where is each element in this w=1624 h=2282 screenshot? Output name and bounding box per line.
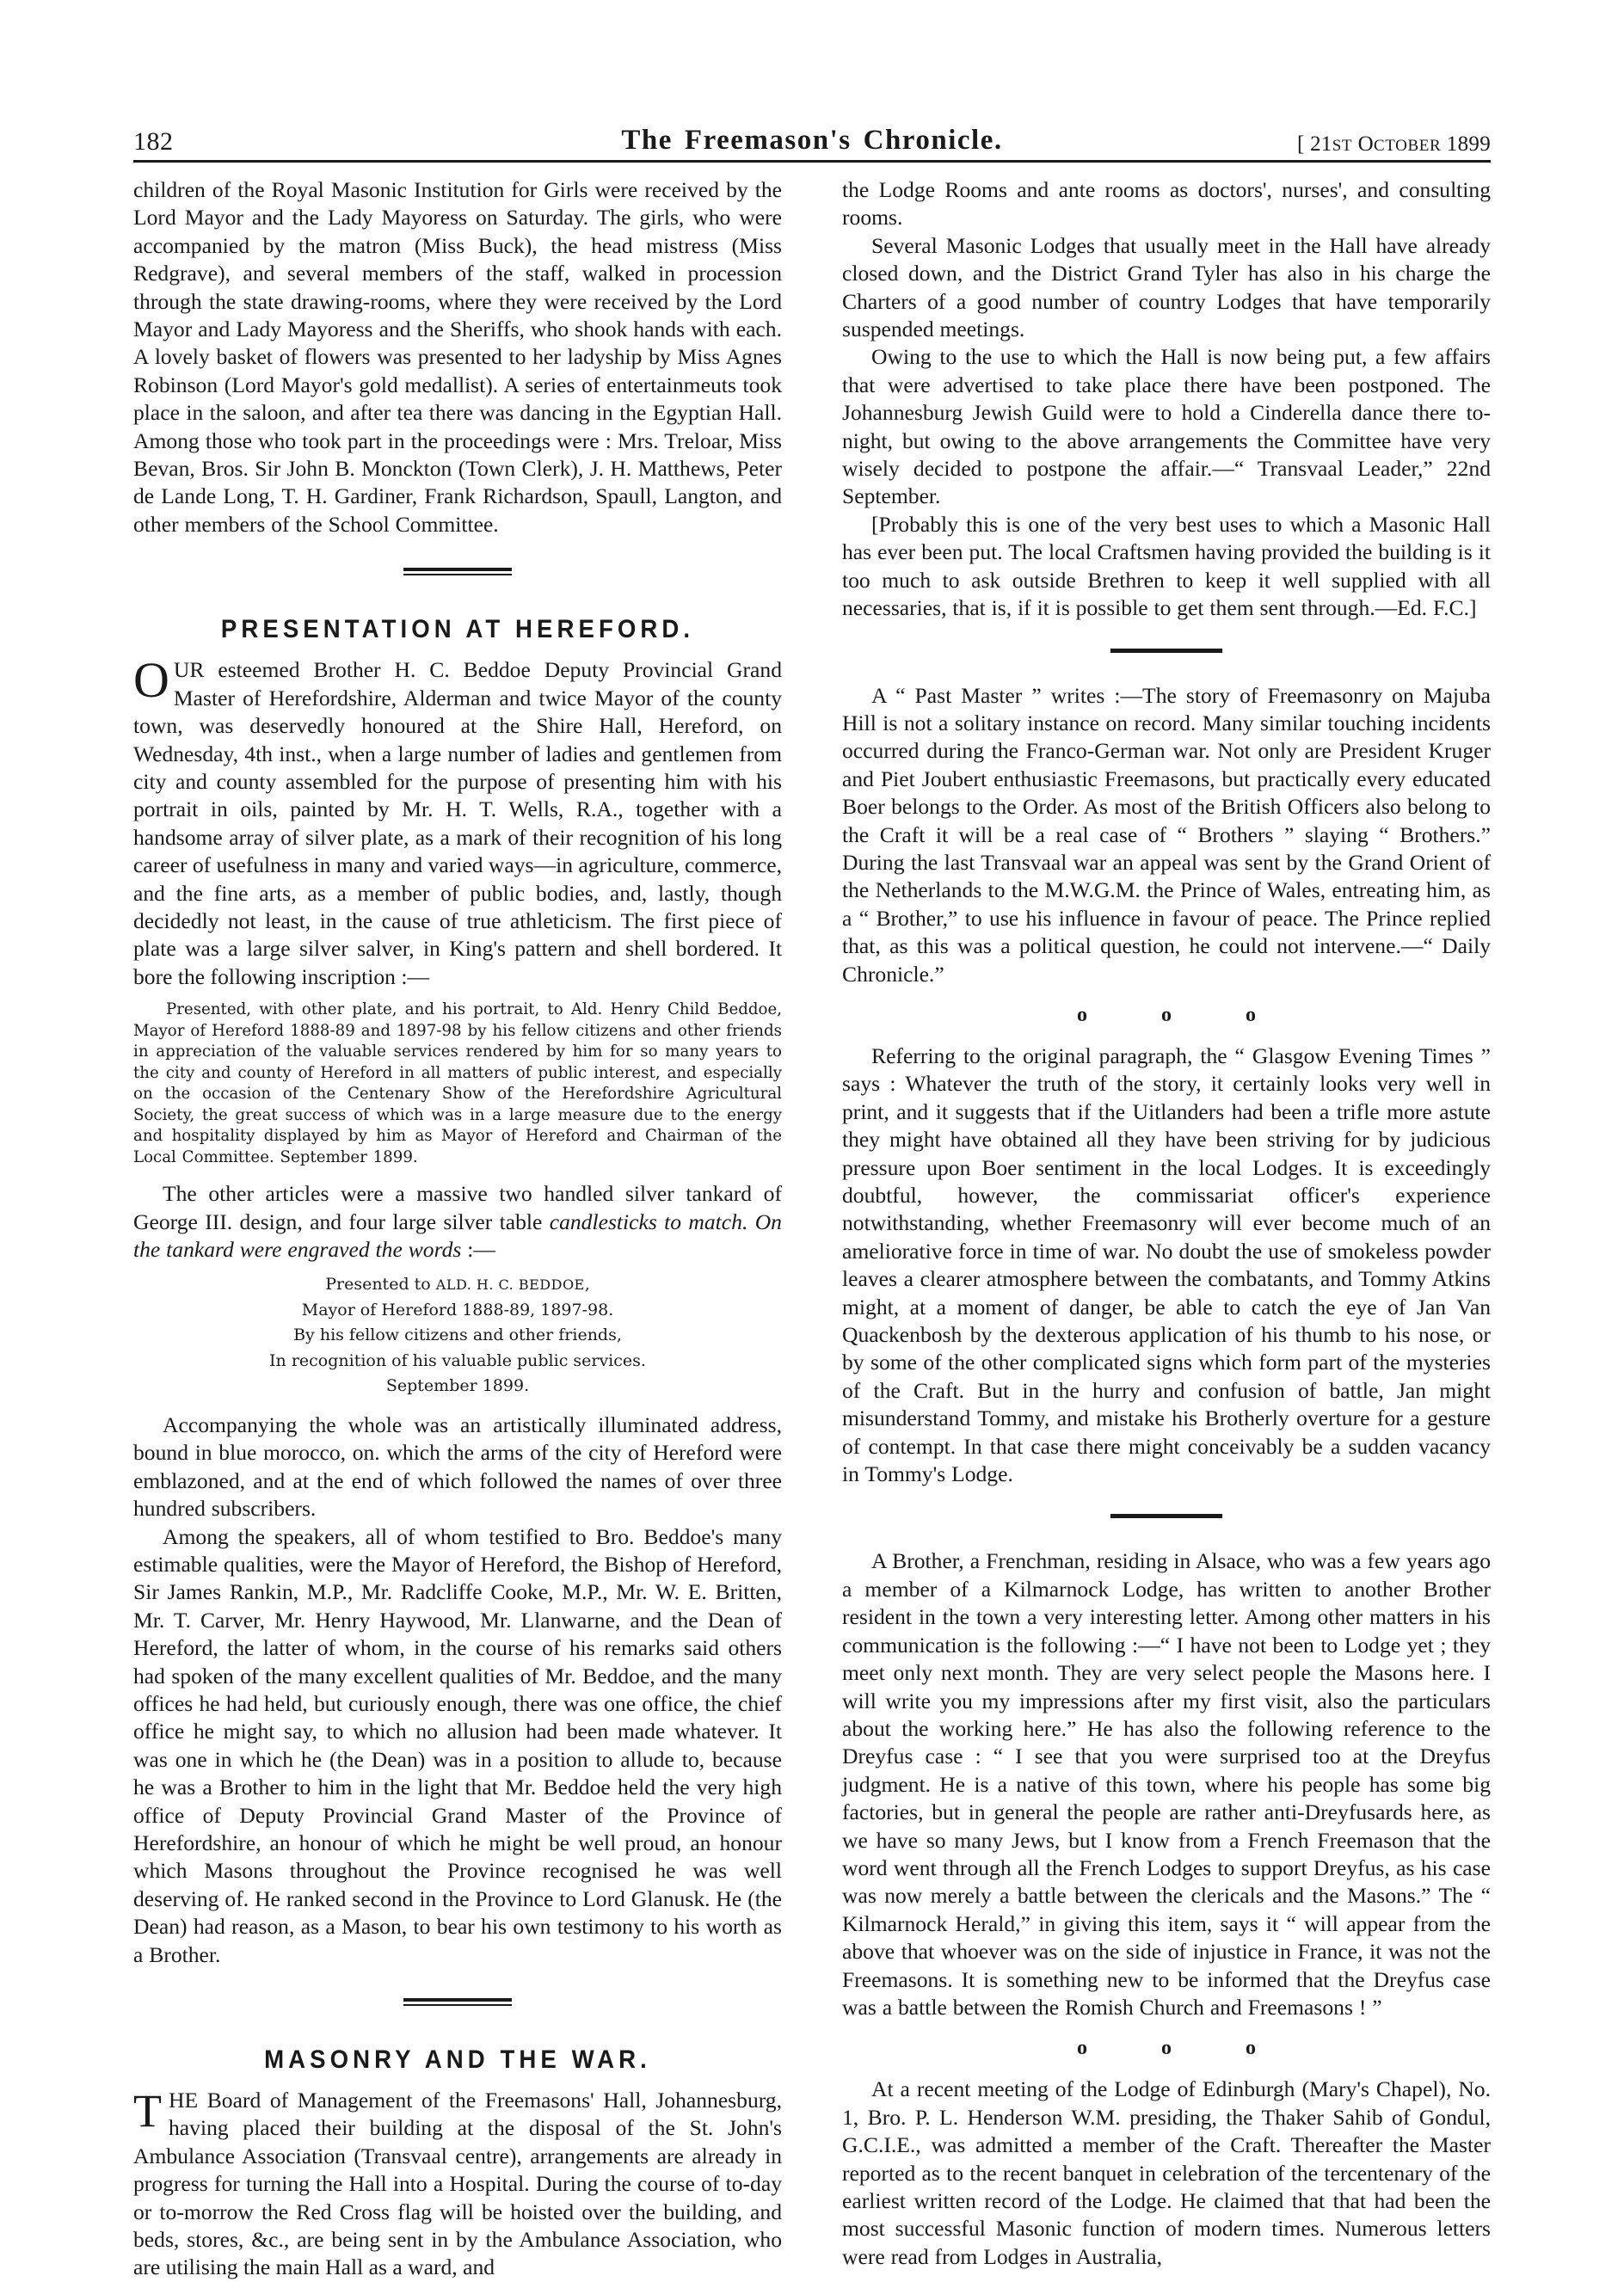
spacer [133,1969,782,1998]
tankard-text-italic: candlesticks to match. On the tankard were engraved the words [133,1209,782,1262]
spacer [842,2060,1491,2076]
spacer [133,1399,782,1412]
date-year: 1899 [1446,132,1491,156]
paragraph-several-lodges: Several Masonic Lodges that usually meet in the Hall have already closed down, and the District Grand Tyler has also in his charge the Charters of a good number of country Lodges that have temporarily suspended meetings. [842,232,1491,342]
tankard-inscription-block [133,1272,782,1399]
spacer [133,538,782,568]
paragraph-hereford-opening-text: UR esteemed Brother H. C. Beddoe Deputy Provincial Grand Master of Herefordshire, Alderman and twice Mayor of the county town, was deservedly honoured at the Shire Hall, Hereford, on Wednesday, 4th inst., when a large number of ladies and gentlemen from city and county assembled for the purpose of presenting him with his portrait in oils, painted by Mr. H. T. Wells, R.A., together with a handsome array of silver plate, as a mark of their recognition of his long career of usefulness in many and varied ways—in agriculture, commerce, and the fine arts, as a member of public bodies, and, lastly, though decidedly not least, in the cause of true athleticism. The first piece of plate was a large silver salver, in King's pattern and shell bordered. It bore the following inscription :— [133,657,783,989]
body-columns [133,176,1491,2280]
paragraph-lodge-of-edinburgh: At a recent meeting of the Lodge of Edinburgh (Mary's Chapel), No. 1, Bro. P. L. Henderson W.M. presiding, the Thaker Sahib of Gondul, G.C.I.E., was admitted a member of the Craft. Thereafter the Master reported as to the recent banquet in celebration of the tercentenary of the earliest written record of the Lodge. He claimed that that had been the most successful Masonic function of modern times. Numerous letters were read from Lodges in Australia, [842,2076,1491,2269]
drop-cap-o: O [133,652,169,709]
section-divider-rule [403,568,512,575]
spacer [133,2006,782,2045]
inscription-salver-smallprint: Presented, with other plate, and his portrait, to Ald. Henry Child Beddoe, Mayor of Hereford 1888-89 and 1897-98 by his fellow citizens and other friends in appreciation of the valuable services rendered by him for so many years to the city and county of Hereford in all matters of public interest, and especially on the occasion of the Centenary Show of the Herefordshire Agricultural Society, the great success of which was in a large measure due to the energy and hospitality displayed by him as Mayor of Hereford and Chairman of the Local Committee. September 1899. [133,1000,782,1166]
heading-presentation-at-hereford: PRESENTATION AT HEREFORD. [220,615,695,644]
drop-cap-t: T [133,2085,162,2137]
inscription-line-1-post: , [584,1275,590,1295]
inscription-line-1-smallcaps: ALD. H. C. BEDDOE [435,1276,585,1294]
tankard-text-part1: The other articles were a massive two handled silver tankard of George III. design, and four large silver table [133,1181,782,1234]
paragraph-masonry-war-opening [133,2087,782,2282]
right-column [842,176,1491,2269]
issue-date [1297,132,1491,157]
page-masthead [133,110,1491,157]
paragraph-hereford-opening [133,652,783,991]
spacer [842,1518,1491,1547]
paragraph-alsace-brother: A Brother, a Frenchman, residing in Alsace, who was a few years ago a member of a Kilmarnock Lodge, has written to another Brother resident in the town a very interesting letter. Among other matters in his communication is the following :—“ I have not been to Lodge yet ; they meet only next month. They are very select people the Masons here. I will write you my impressions after my first visit, also the particulars about the working here.” He has also the following reference to the Dreyfus case : “ I see that you were surprised too at the Dreyfus judgment. He is a native of this town, where his people has some big factories, but in general the people are rather anti-Dreyfusards here, as we have so many Jews, but I know from a French Freemason that the word went through all the French Lodges to support Dreyfus, as his case was now merely a battle between the clericals and the Masons.” The “ Kilmarnock Herald,” in giving this item, says it “ will appear from the above that whoever was on the side of injustice in France, it was not the Freemasons. It is something new to be informed that the Dreyfus case was a battle between the Romish Church and Freemasons ! ” [842,1548,1491,2020]
spacer [842,1027,1491,1043]
date-ordinal-suffix: ST [1332,137,1353,155]
paragraph-past-master: A “ Past Master ” writes :—The story of Freemasonry on Majuba Hill is not a solitary instance on record. Many similar touching incidents occurred during the Franco-German war. Not only are President Kruger and Piet Joubert enthusiastic Freemasons, but practically every educated Boer belongs to the Order. As most of the British Officers also belong to the Craft it will be a real case of “ Brothers ” slaying “ Brothers.” During the last Transvaal war an appeal was sent by the Grand Orient of the Netherlands to the M.W.G.M. the Prince of Wales, entreating him, as a “ Brother,” to use his influence in favour of peace. The Prince replied that, as this was a political question, he could not intervene.—“ Daily Chronicle.” [842,682,1491,987]
title-word-the: The [621,125,673,156]
section-divider-rule-2 [403,1998,512,2006]
paragraph-owing-to-use: Owing to the use to which the Hall is now being put, a few affairs that were advertised to take place there have been postponed. The Johannesburg Jewish Guild were to hold a Cinderella dance there to-night, but owing to the above arrangements the Committee have very wisely decided to postpone the affair.—“ Transvaal Leader,” 22nd September. [842,344,1491,509]
paragraph-speakers: Among the speakers, all of whom testified to Bro. Beddoe's many estimable qualities, were the Mayor of Hereford, the Bishop of Hereford, Sir James Rankin, M.P., Mr. Radcliffe Cooke, M.P., Mr. W. E. Britten, Mr. T. Carver, Mr. Henry Haywood, Mr. Llanwarne, and the Dean of Hereford, the latter of whom, in the course of his remarks said others had spoken of the many excellent qualities of Mr. Beddoe, and the many offices he had held, but curiously enough, there was one office, the chief office he might say, to which no allusion had been made whatever. It was one in which he (the Dean) was in a position to allude to, because he was a Brother to him in the light that Mr. Beddoe held the very high office of Deputy Provincial Grand Master of the Province of Herefordshire, an honour of which he might be well proud, an honour which Masons throughout the Province recognised he was well deserving of. He ranked second in the Province to Lord Glanusk. He (the Dean) had reason, as a Mason, to bear his own testimony to his worth as a Brother. [133,1523,782,1967]
publication-title [621,125,1002,157]
inscription-line-1-pre: Presented to [325,1275,436,1295]
inscription-line-5: September 1899. [385,1376,530,1396]
spacer [842,988,1491,1004]
tankard-text-part2: :— [461,1236,495,1262]
paragraph-tankard [133,1180,782,1264]
paragraph-girls-institution: children of the Royal Masonic Institution for Girls were received by the Lord Mayor and the Lady Mayoress on Saturday. The girls, who were accompanied by the matron (Miss Buck), the head mistress (Miss Redgrave), and several members of the staff, walked in procession through the state drawing-rooms, where they were received by the Lord Mayor and Lady Mayoress and the Sheriffs, who shook hands with each. A lovely basket of flowers was presented to her ladyship by Miss Agnes Robinson (Lord Mayor's gold medallist). A series of entertainmeuts took place in the saloon, and after tea there was dancing in the Egyptian Hall. Among those who took part in the proceedings were : Mrs. Treloar, Miss Bevan, Bros. Sir John B. Monckton (Town Clerk), J. H. Matthews, Peter de Lande Long, T. H. Gardiner, Frank Richardson, Spaull, Langton, and other members of the School Committee. [133,177,782,537]
heading-masonry-and-the-war: MASONRY AND THE WAR. [264,2045,651,2074]
spacer [842,1488,1491,1514]
inscription-line-3: By his fellow citizens and other friends, [293,1326,622,1345]
title-word-chronicle: Chronicle. [863,125,1003,156]
paragraph-accompanying-address: Accompanying the whole was an artistically illuminated address, bound in blue morocco, on. which the arms of the city of Hereford were emblazoned, and at the end of which followed the names of over three hundred subscribers. [133,1412,782,1522]
spacer [842,653,1491,682]
spacer [133,2075,782,2087]
spacer [133,1168,782,1180]
ornament-dots-2: o o o [1077,2037,1290,2060]
spacer [133,1264,782,1272]
spacer [133,575,782,615]
date-month-initial: O [1357,132,1375,156]
title-word-freemasons: Freemason's [684,125,852,156]
inscription-line-2: Mayor of Hereford 1888-89, 1897-98. [301,1300,614,1319]
paragraph-lodge-rooms-continued: the Lodge Rooms and ante rooms as doctors', nurses', and consulting rooms. [842,177,1491,231]
folio-number: 182 [133,127,174,156]
paragraph-editorial-note: [Probably this is one of the very best uses to which a Masonic Hall has ever been put. The local Craftsmen having provided the building is it too much to ask outside Brethren to keep it well supplied with all necessaries, that is, if it is possible to get them sent through.—Ed. F.C.] [842,511,1491,621]
spacer [133,991,782,1000]
ornament-dots-1: o o o [1077,1003,1290,1026]
inscription-line-4: In recognition of his valuable public services. [269,1350,646,1370]
date-month-rest: CTOBER [1374,137,1442,155]
inscription-line-1 [133,1272,782,1298]
spacer [842,2021,1491,2037]
paragraph-glasgow-evening-times: Referring to the original paragraph, the “ Glasgow Evening Times ” says : Whatever the truth of the story, it certainly looks very well in print, and it suggests that if the Uitlanders had been a trifle more astute they might have obtained all they have been striving for by judicious pressure upon Boer sentiment in the local Lodges. It is exceedingly doubtful, however, the commissariat officer's experience notwithstanding, whether Freemasonry will ever become much of an ameliorative force in time of war. No doubt the use of smokeless powder leaves a clearer atmosphere between the combatants, and Tommy Atkins might, at a moment of danger, be able to catch the eye of Jan Van Quackenbosh by the dexterous application of his thumb to his nose, or by some of the other complicated signs which form part of the mysteries of the Craft. But in the hurry and confusion of battle, Jan might misunderstand Tommy, and mistake his Brotherly overture for a gesture of contempt. In that case there might conceivably be a sudden vacancy in Tommy's Lodge. [842,1043,1491,1487]
spacer [842,623,1491,649]
masthead-rule [133,160,1491,163]
spacer [133,644,782,656]
paragraph-masonry-war-text: HE Board of Management of the Freemasons' Hall, Johannesburg, having placed their building at the disposal of the St. John's Ambulance Association (Transvaal centre), arrangements are already in progress for turning the Hall into a Hospital. During the course of to-day or to-morrow the Red Cross flag will be hoisted over the building, and beds, stores, &c., are being sent in by the Ambulance Association, who are utilising the main Hall as a ward, and [133,2088,782,2280]
date-prefix: [ 21 [1296,132,1332,156]
left-column [133,176,783,2280]
